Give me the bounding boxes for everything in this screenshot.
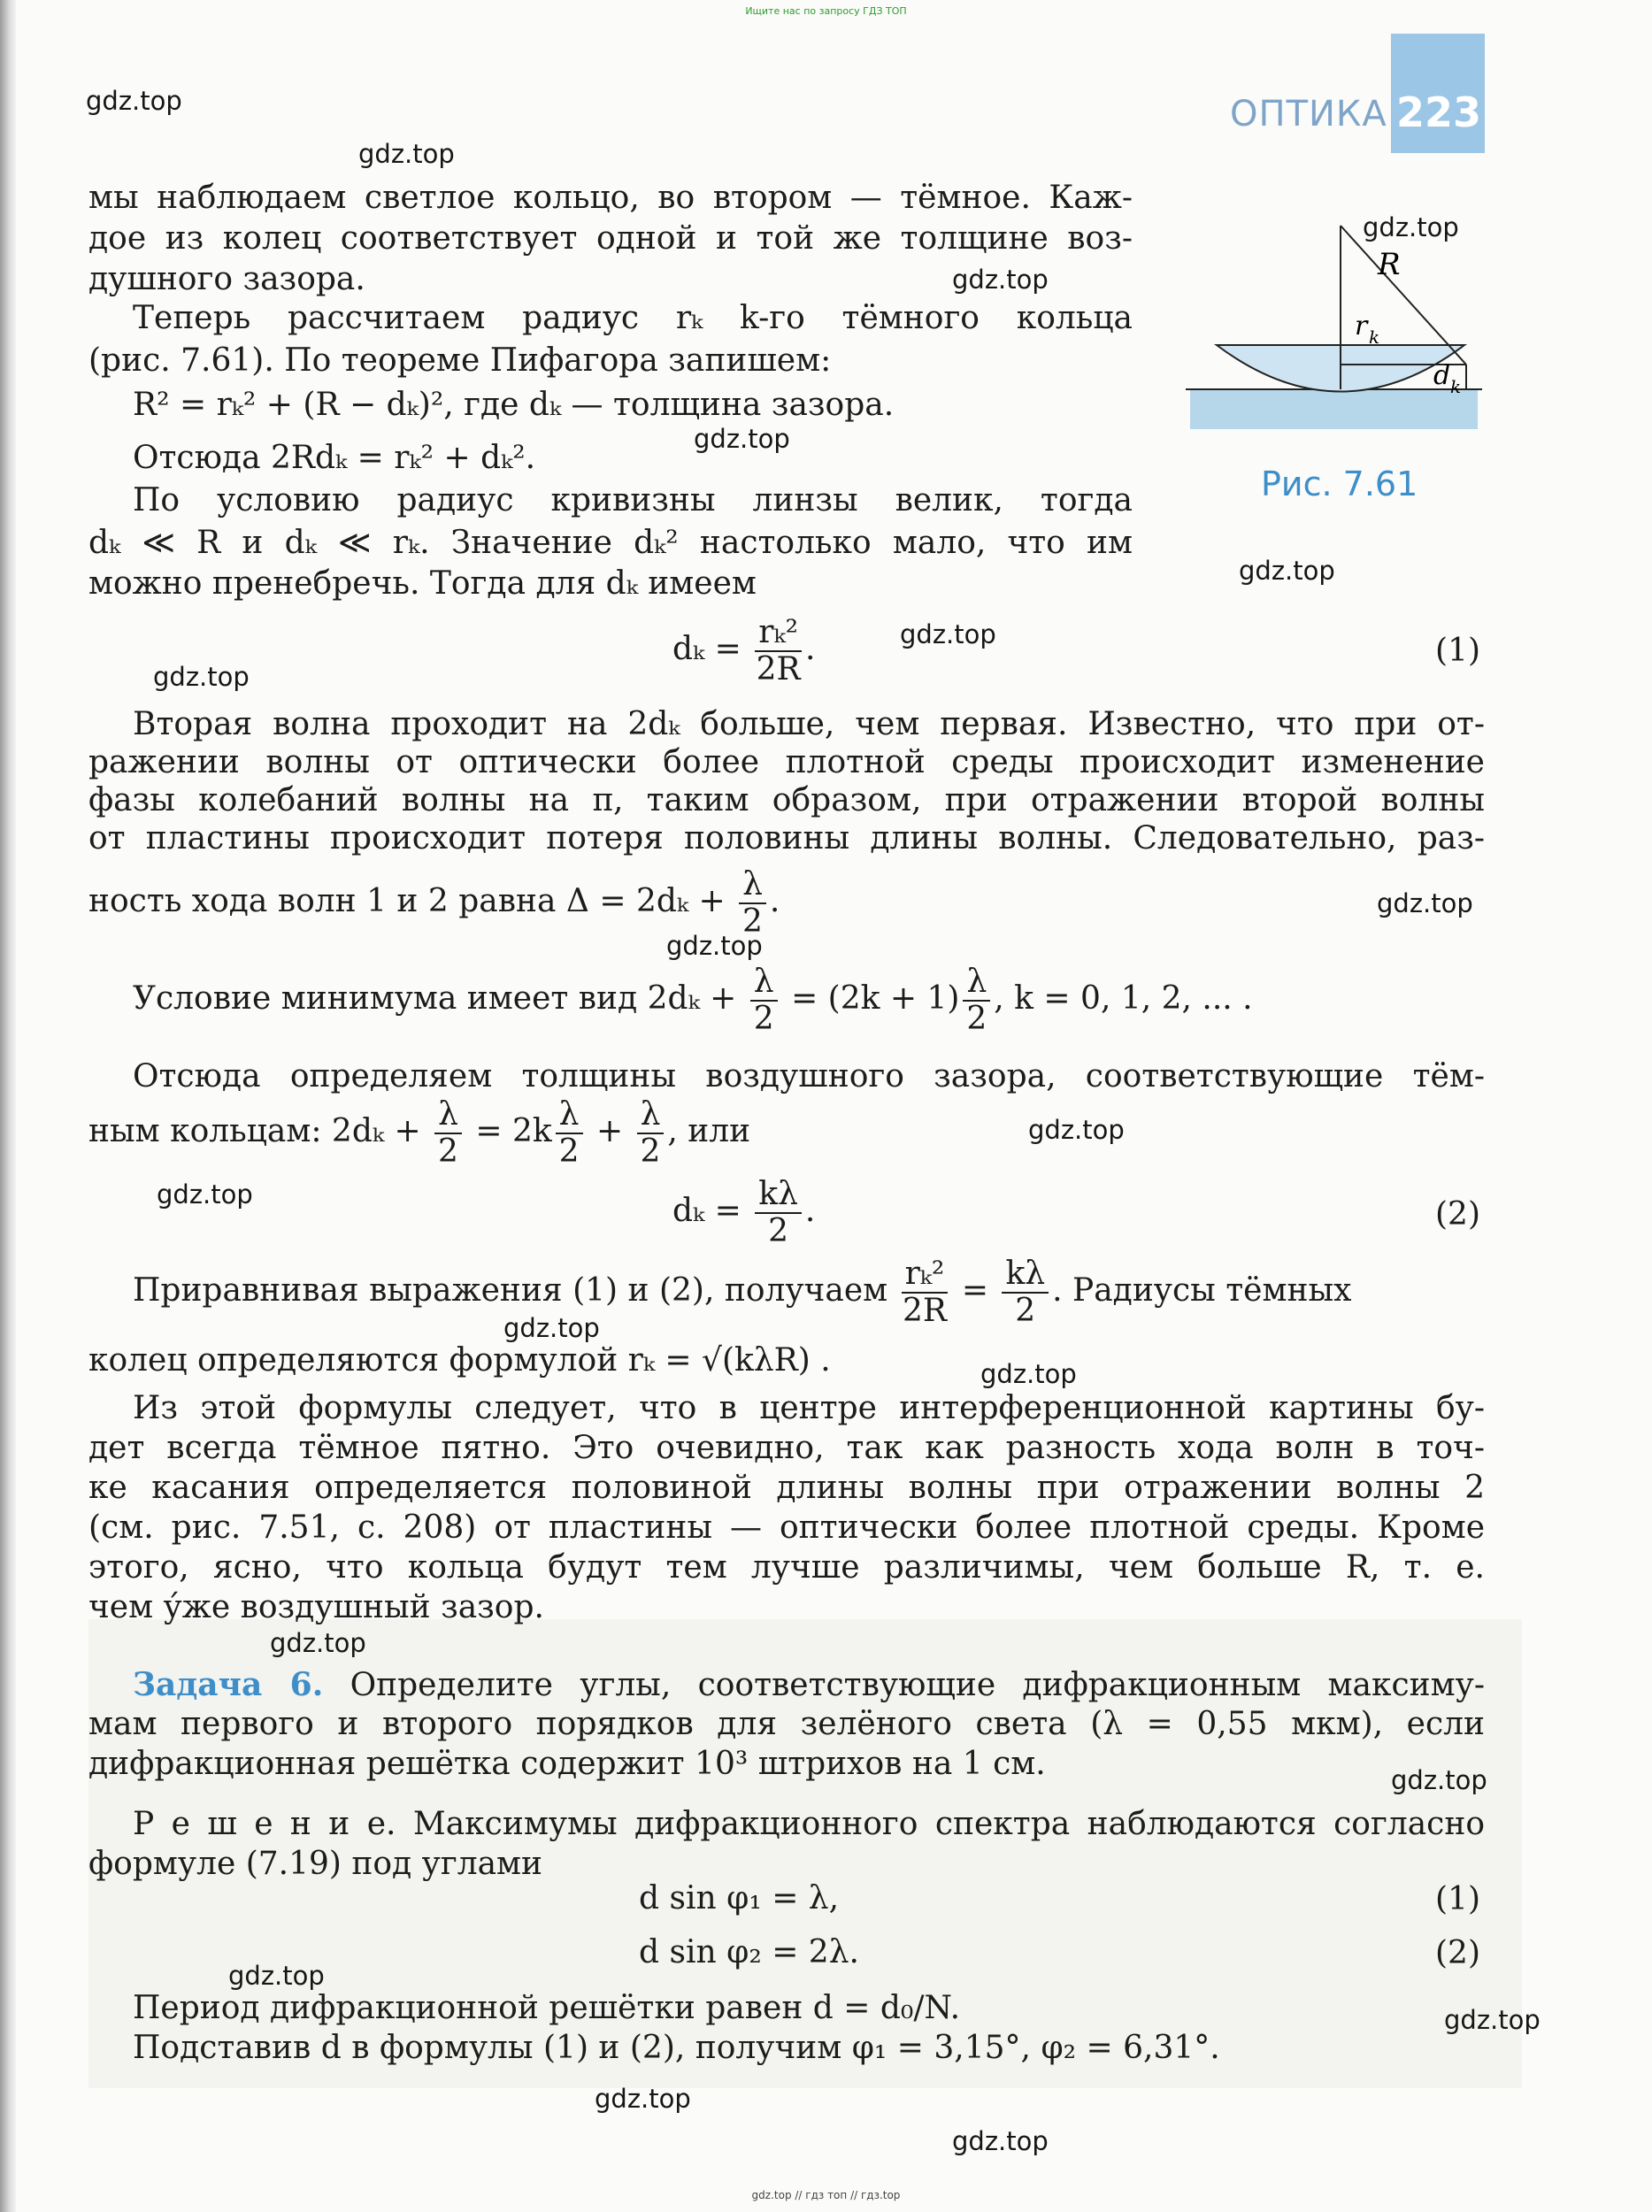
equation-3: d sin φ₁ = λ, bbox=[639, 1880, 840, 1916]
equate-line: Приравнивая выражения (1) и (2), получаем $\frac{\text{rₖ²}}{2R}$ = $\frac{k\lambda}{2}$ . Радиусы тёмных bbox=[133, 1256, 1352, 1329]
fraction: $\frac{\lambda}{2}$ bbox=[556, 1097, 583, 1170]
equation-number-4: (2) bbox=[1435, 1935, 1480, 1971]
equation-2: dₖ = $\frac{k\lambda}{2}$ . bbox=[672, 1176, 816, 1249]
text-line-8: По условию радиус кривизны линзы велик, тогда bbox=[133, 482, 1133, 518]
equation-pythagoras: R² = rₖ² + (R − dₖ)², где dₖ — толщина зазора. bbox=[133, 387, 895, 423]
fraction: $\frac{\lambda}{2}$ bbox=[750, 964, 778, 1037]
watermark: gdz.top bbox=[157, 1179, 253, 1210]
text-line-2: дое из колец соответствует одной и той же толщине воз- bbox=[88, 220, 1133, 257]
equation-4: d sin φ₂ = 2λ. bbox=[639, 1934, 859, 1970]
label-dk: d bbox=[1433, 360, 1451, 391]
watermark: gdz.top bbox=[694, 424, 790, 454]
watermark: gdz.top bbox=[952, 2126, 1049, 2156]
label-dk-sub: k bbox=[1450, 376, 1462, 397]
watermark: gdz.top bbox=[270, 1628, 366, 1658]
text-line-13: фазы колебаний волны на π, таким образом, при отражении второй волны bbox=[88, 782, 1485, 818]
text-line-4: Теперь рассчитаем радиус rₖ k-го тёмного кольца bbox=[133, 300, 1133, 336]
equation-2Rdk: Отсюда 2Rdₖ = rₖ² + dₖ². bbox=[133, 440, 536, 476]
bottom-site-link[interactable]: gdz.top // гдз топ // гдз.top bbox=[751, 2189, 901, 2201]
watermark: gdz.top bbox=[153, 662, 250, 692]
equation-number-1: (1) bbox=[1435, 633, 1480, 669]
text-line-17: Отсюда определяем толщины воздушного зазора, соответствующие тём- bbox=[133, 1058, 1485, 1094]
watermark: gdz.top bbox=[1444, 2005, 1541, 2035]
watermark: gdz.top bbox=[503, 1313, 600, 1343]
fraction: $\frac{k\lambda}{2}$ bbox=[1002, 1256, 1049, 1329]
figure-caption: Рис. 7.61 bbox=[1261, 465, 1418, 503]
text-line-21: Из этой формулы следует, что в центре интерференционной картины бу- bbox=[133, 1390, 1485, 1426]
text-line-12: ражении волны от оптически более плотной среды происходит изменение bbox=[88, 744, 1485, 780]
task-6-line-2: мам первого и второго порядков для зелёного света (λ = 0,55 мкм), если bbox=[88, 1706, 1485, 1742]
text-line-5: (рис. 7.61). По теореме Пифагора запишем: bbox=[88, 342, 832, 379]
watermark: gdz.top bbox=[1239, 556, 1335, 586]
equation-number-2: (2) bbox=[1435, 1196, 1480, 1233]
radius-formula-line: колец определяются формулой rₖ = √(kλR) . bbox=[88, 1342, 831, 1379]
fraction: $\frac{\lambda}{2}$ bbox=[637, 1097, 665, 1170]
text-line-23: ке касания определяется половиной длины волны при отражении волны 2 bbox=[88, 1470, 1485, 1506]
radius-slanted bbox=[1341, 226, 1466, 365]
text-line-22: дет всегда тёмное пятно. Это очевидно, так как разность хода волн в точ- bbox=[88, 1430, 1485, 1466]
page-number: 223 bbox=[1395, 88, 1482, 136]
watermark: gdz.top bbox=[86, 86, 182, 116]
text-line-1: мы наблюдаем светлое кольцо, во втором — тёмное. Каж- bbox=[88, 180, 1133, 216]
watermark: gdz.top bbox=[980, 1359, 1077, 1389]
text-line-14: от пластины происходит потеря половины длины волны. Следовательно, раз- bbox=[88, 820, 1485, 856]
label-R: R bbox=[1378, 247, 1401, 282]
watermark: gdz.top bbox=[1363, 212, 1459, 242]
lens-figure bbox=[1181, 212, 1487, 434]
watermark: gdz.top bbox=[1391, 1765, 1487, 1795]
text-line-9: dₖ ≪ R и dₖ ≪ rₖ. Значение dₖ² настолько мало, что им bbox=[88, 525, 1133, 561]
watermark: gdz.top bbox=[952, 265, 1049, 295]
watermark: gdz.top bbox=[1377, 888, 1473, 918]
equation-number-3: (1) bbox=[1435, 1881, 1480, 1917]
watermark: gdz.top bbox=[1028, 1115, 1125, 1145]
page-binding-edge bbox=[0, 0, 16, 2212]
text-line-24: (см. рис. 7.51, с. 208) от пластины — оптически более плотной среды. Кроме bbox=[88, 1509, 1485, 1546]
path-difference-line: ность хода волн 1 и 2 равна Δ = 2dₖ + $\frac{\lambda}{2}$ . bbox=[88, 866, 780, 940]
label-rk-sub: k bbox=[1369, 326, 1380, 348]
label-rk: r bbox=[1355, 311, 1368, 342]
fraction: $\frac{\lambda}{2}$ bbox=[963, 964, 990, 1037]
text-line-11: Вторая волна проходит на 2dₖ больше, чем первая. Известно, что при от- bbox=[133, 706, 1485, 742]
equation-1: dₖ = $\frac{\text{rₖ²}}{2R}$ . bbox=[672, 614, 816, 687]
text-line-10: можно пренебречь. Тогда для dₖ имеем bbox=[88, 565, 757, 602]
glass-plate bbox=[1190, 389, 1478, 429]
solution-line-3: Период дифракционной решётки равен d = d₀/N. bbox=[133, 1990, 961, 2026]
dark-rings-line: ным кольцам: 2dₖ + $\frac{\lambda}{2}$ = 2k $\frac{\lambda}{2}$ + $\frac{\lambda}{2}$ , или bbox=[88, 1096, 751, 1170]
solution-line-4: Подставив d в формулы (1) и (2), получим φ₁ = 3,15°, φ₂ = 6,31°. bbox=[133, 2030, 1220, 2066]
task-label: Задача 6. bbox=[133, 1666, 324, 1703]
task-6-line-3: дифракционная решётка содержит 10³ штрихов на 1 см. bbox=[88, 1746, 1046, 1782]
fraction: $\frac{\lambda}{2}$ bbox=[739, 867, 766, 940]
task-6-line-1: Задача 6. Определите углы, соответствующие дифракционным максиму- bbox=[133, 1666, 1485, 1703]
text-line-26: чем у́же воздушный зазор. bbox=[88, 1589, 544, 1625]
watermark: gdz.top bbox=[595, 2084, 691, 2114]
text-line-25: этого, ясно, что кольца будут тем лучше различимы, чем больше R, т. е. bbox=[88, 1549, 1485, 1586]
solution-line-1: Р е ш е н и е. Максимумы дифракционного спектра наблюдаются согласно bbox=[133, 1806, 1485, 1842]
section-header: ОПТИКА bbox=[1230, 94, 1387, 134]
fraction: $\frac{\text{rₖ²}}{2R}$ bbox=[756, 614, 801, 687]
fraction: $\frac{\text{rₖ²}}{2R}$ bbox=[902, 1256, 947, 1329]
text-line-3: душного зазора. bbox=[88, 261, 365, 297]
watermark: gdz.top bbox=[666, 931, 763, 961]
solution-line-2: формуле (7.19) под углами bbox=[88, 1846, 543, 1882]
fraction: $\frac{k\lambda}{2}$ bbox=[755, 1177, 802, 1249]
minimum-condition-line: Условие минимума имеет вид 2dₖ + $\frac{\lambda}{2}$ = (2k + 1) $\frac{\lambda}{2}$ , k = 0, 1, 2, ... . bbox=[133, 964, 1253, 1037]
watermark: gdz.top bbox=[358, 139, 455, 169]
top-site-link[interactable]: Ищите нас по запросу ГДЗ ТОП bbox=[745, 5, 907, 17]
watermark: gdz.top bbox=[900, 619, 996, 649]
watermark: gdz.top bbox=[228, 1961, 325, 1991]
fraction: $\frac{\lambda}{2}$ bbox=[434, 1097, 462, 1170]
